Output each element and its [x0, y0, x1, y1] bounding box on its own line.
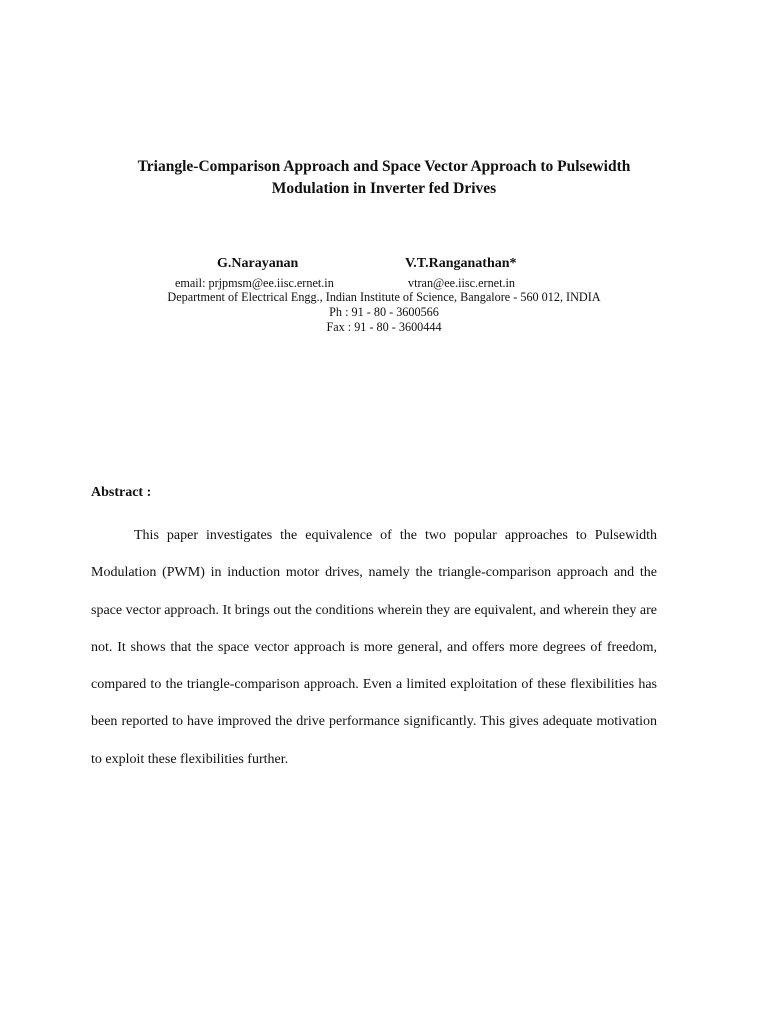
title-line-1: Triangle-Comparison Approach and Space Vector Approach to Pulsewidth [137, 158, 631, 175]
phone-number: Ph : 91 - 80 - 3600566 [329, 305, 439, 319]
abstract-heading: Abstract : [91, 485, 152, 500]
paper-title [0, 156, 768, 200]
fax-number: Fax : 91 - 80 - 3600444 [326, 320, 442, 334]
abstract-text: This paper investigates the equivalence of the two popular approaches to Pulsewidth Modulation (PWM) in induction motor drives, namely the triangle-comparison approach and the space vector approach. It brings out the conditions wherein they are equivalent, and wherein they are not. It shows that the space vector approach is more general, and offers more degrees of freedom, compared to the triangle-comparison approach. Even a limited exploitation of these flexibilities has been reported to have improved the drive performance significantly. This gives adequate motivation to exploit these flexibilities further. [91, 528, 657, 767]
affiliation: Department of Electrical Engg., Indian Institute of Science, Bangalore - 560 012, INDIA [167, 290, 601, 304]
author-name-2: V.T.Ranganathan* [405, 256, 517, 271]
author-email-2: vtran@ee.iisc.ernet.in [408, 276, 515, 290]
author-name-1: G.Narayanan [217, 256, 299, 271]
title-line-2: Modulation in Inverter fed Drives [271, 180, 497, 197]
author-email-1: email: prjpmsm@ee.iisc.ernet.in [175, 276, 334, 290]
